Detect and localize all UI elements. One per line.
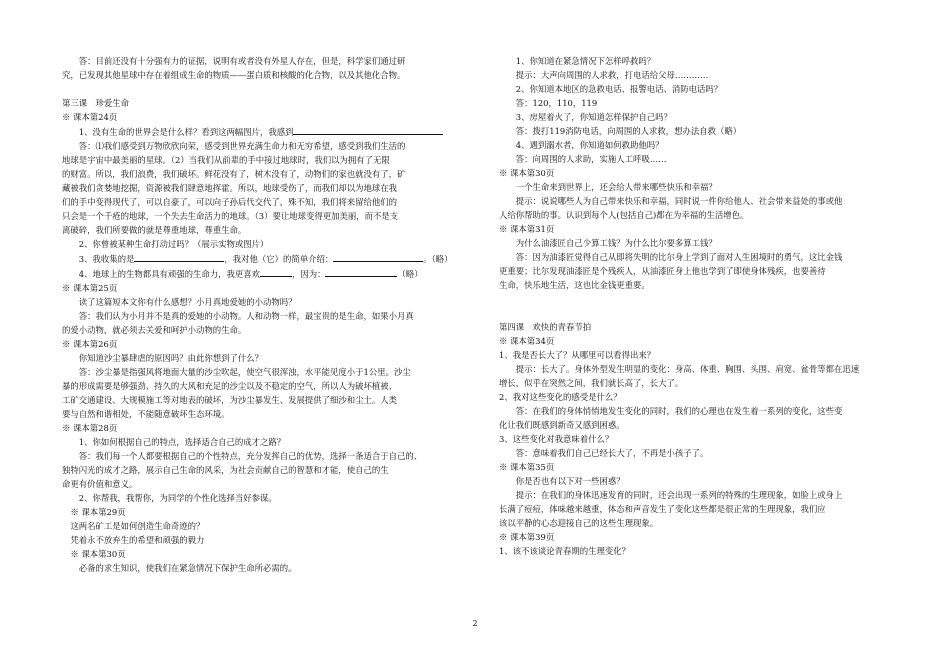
- question-text: 1、没有生命的世界会是什么样？看到这两幅图片，我感到: [62, 127, 294, 137]
- left-column: [62, 54, 472, 575]
- paragraph-gap: [499, 292, 899, 306]
- question-text: （略）: [397, 269, 423, 279]
- right-column: [499, 54, 899, 558]
- page-number: 2: [472, 619, 478, 628]
- blank-line: [325, 266, 397, 277]
- lesson-three-heading: 第三课 珍爱生命 ※ 课本第24页: [62, 98, 129, 122]
- blank-line: [293, 124, 443, 135]
- question-text: ，我对他（它）的简单介绍：: [224, 254, 334, 264]
- textbook-sections-25-30: ※ 课本第25页 读了这篇短本文你有什么感想？小月真地爱她的小动物吗？ 答：我们认为小月并不是真的爱她的小动物。人和动物一样，最宝贵的是生命，如果小月真 的爱小动物，就必须去关爱和呵护小动物的生命。 ※ 课本第26页 你知道沙尘暴肆虐的原因吗？由此你想到了什么？ 答：沙尘暴是指强风将地面大量的沙尘吹起，使空气很浑浊，水平能见度小于1公里。沙尘 暴的形成需要是够强劲、持久的大风和充足的沙尘以及不稳定的空气，所以人为破坏植被、 工矿交通建设、大规模施工等对地表的破坏，为沙尘暴发生、发展提供了细沙和尘土。人类 要与自然和谐相处，不能随意破坏生态环境。 ※ 课本第28页 1、你如何根据自己的特点，选择适合自己的成才之路？ 答：我们每一个人都要根据自己的个性特点，充分发挥自己的优势，选择一条适合于自己的、 独特闪光的成才之路，展示自己生命的风采，为社会贡献自己的智慧和才能，使自己的生 命更有价值和意义。 2、你帮我，我帮你，为同学的个性化选择当好参谋。 ※ 课本第29页 这两名矿工是如何创造生命奇迹的？ 凭着永不放弃生的希望和顽强的毅力 ※ 课本第30页 必备的求生知识，使我们在紧急情况下保护生命所必需的。: [62, 283, 423, 573]
- emergency-and-happiness-sections: 1、你知道在紧急情况下怎样呼救吗？ 提示：大声向周围的人求救，打电话给父母………… 2、你知道本地区的急救电话、报警电话、消防电话吗？ 答：120，110，119 3、房屋着火了，你知道怎样保护自己吗？ 答：拨打119消防电话，向周围的人求救，想办法自救（略） 4、遇到溺水者，你知道如何救助他吗？ 答：向周围的人求助，实施人工呼吸…… ※ 课本第30页 一个生命来到世界上，还会给人带来哪些快乐和幸福？ 提示：说说哪些人为自己带来快乐和幸福，同时说一件你给他人、社会带来益处的事或他 人给你帮助的事。认识到每个人(包括自己)都在为幸福的生活增色。 ※ 课本第31页 为什么油漆匠自己少算工钱？为什么比尔要多算工钱？ 答：因为油漆匠觉得自己从即将失明的比尔身上学到了面对人生困境时的勇气，这比金钱 更重要；比尔发现油漆匠是个残疾人，从油漆匠身上他也学到了即使身体残疾，也要善待 生命，快乐地生活，这也比金钱更重要。: [499, 56, 843, 290]
- question-text: 4、地球上的生物都具有顽强的生命力，我更喜欢: [62, 269, 260, 279]
- lesson-four-section: 第四课 欢快的青春节拍 ※ 课本第34页 1、我是否长大了？从哪里可以看得出来？ 提示：长大了。身体外型发生明显的变化：身高、体重、胸围、头围、肩宽、盆骨等都在迅速 增长，似乎在突然之间，我们就长高了，长大了。 2、我对这些变化的感受是什么？ 答：在我们的身体悄悄地发生变化的同时，我们的心理也在发生着一系列的变化，这些变 化让我们既感到新奇又感到困惑。 3、这些变化对我意味着什么？ 答：意味着我们自己已经长大了，不再是小孩子了。 ※ 课本第35页 你是否也有以下对一些困惑？ 提示：在我们的身体迅速发育的同时，还会出现一系列的特殊的生理现象，如脸上或身上 长满了痘痘，体味越来越重，体态和声音发生了变化这些都是很正常的生理现象，我们应 该以平静的心态迎接自己的这些生理现象。 ※ 课本第39页 1、该不该谈论青春期的生理变化？: [499, 322, 860, 556]
- question-text: ，因为：: [291, 269, 326, 279]
- question-world-without-life: [62, 124, 472, 139]
- answer-respect-earth: 答：⑴我们感受到万物欣欣向荣，感受到世界充满生命力和无穷希望，感受到我们生活的 地球是宇宙中最美丽的星球。（2）当我们从前辈的手中接过地球时，我们以为拥有了无限 的财富。所以，我们浪费，我们破坏。鲜花没有了，树木没有了，动物们的家也就没有了，矿 藏被我们贪婪地挖掘，资源被我们肆意地挥霍。所以，地球受伤了，而我们却以为地球在我 们的手中变得现代了，可以自豪了，可以向子孙后代交代了，殊不知，我们将来留给他们的 只会是一个千疮的地球，一个失去生命活力的地球。（3）要让地球变得更加美丽，而不是支 离破碎，我们所要做的就是尊重地球，尊重生命。 2、你曾被某种生命打动过吗？（展示实物或图片）: [62, 141, 406, 249]
- question-text: 3、我收集的是: [62, 254, 135, 264]
- question-favorite-life: [62, 266, 472, 281]
- paragraph-gap: [62, 82, 472, 96]
- question-text: 。（略）: [423, 254, 453, 264]
- paragraph-gap: [499, 306, 899, 320]
- answer-alien-life: 答：目前还没有十分强有力的证据，说明有或者没有外星人存在，但是，科学家们通过研 究，已发现其他星球中存在着组成生命的物质——蛋白质和核酸的化合物，以及其他化合物。: [62, 56, 406, 80]
- question-collected-item: [62, 251, 472, 266]
- blank-line: [260, 266, 292, 277]
- blank-line: [134, 251, 224, 262]
- blank-line: [333, 251, 423, 262]
